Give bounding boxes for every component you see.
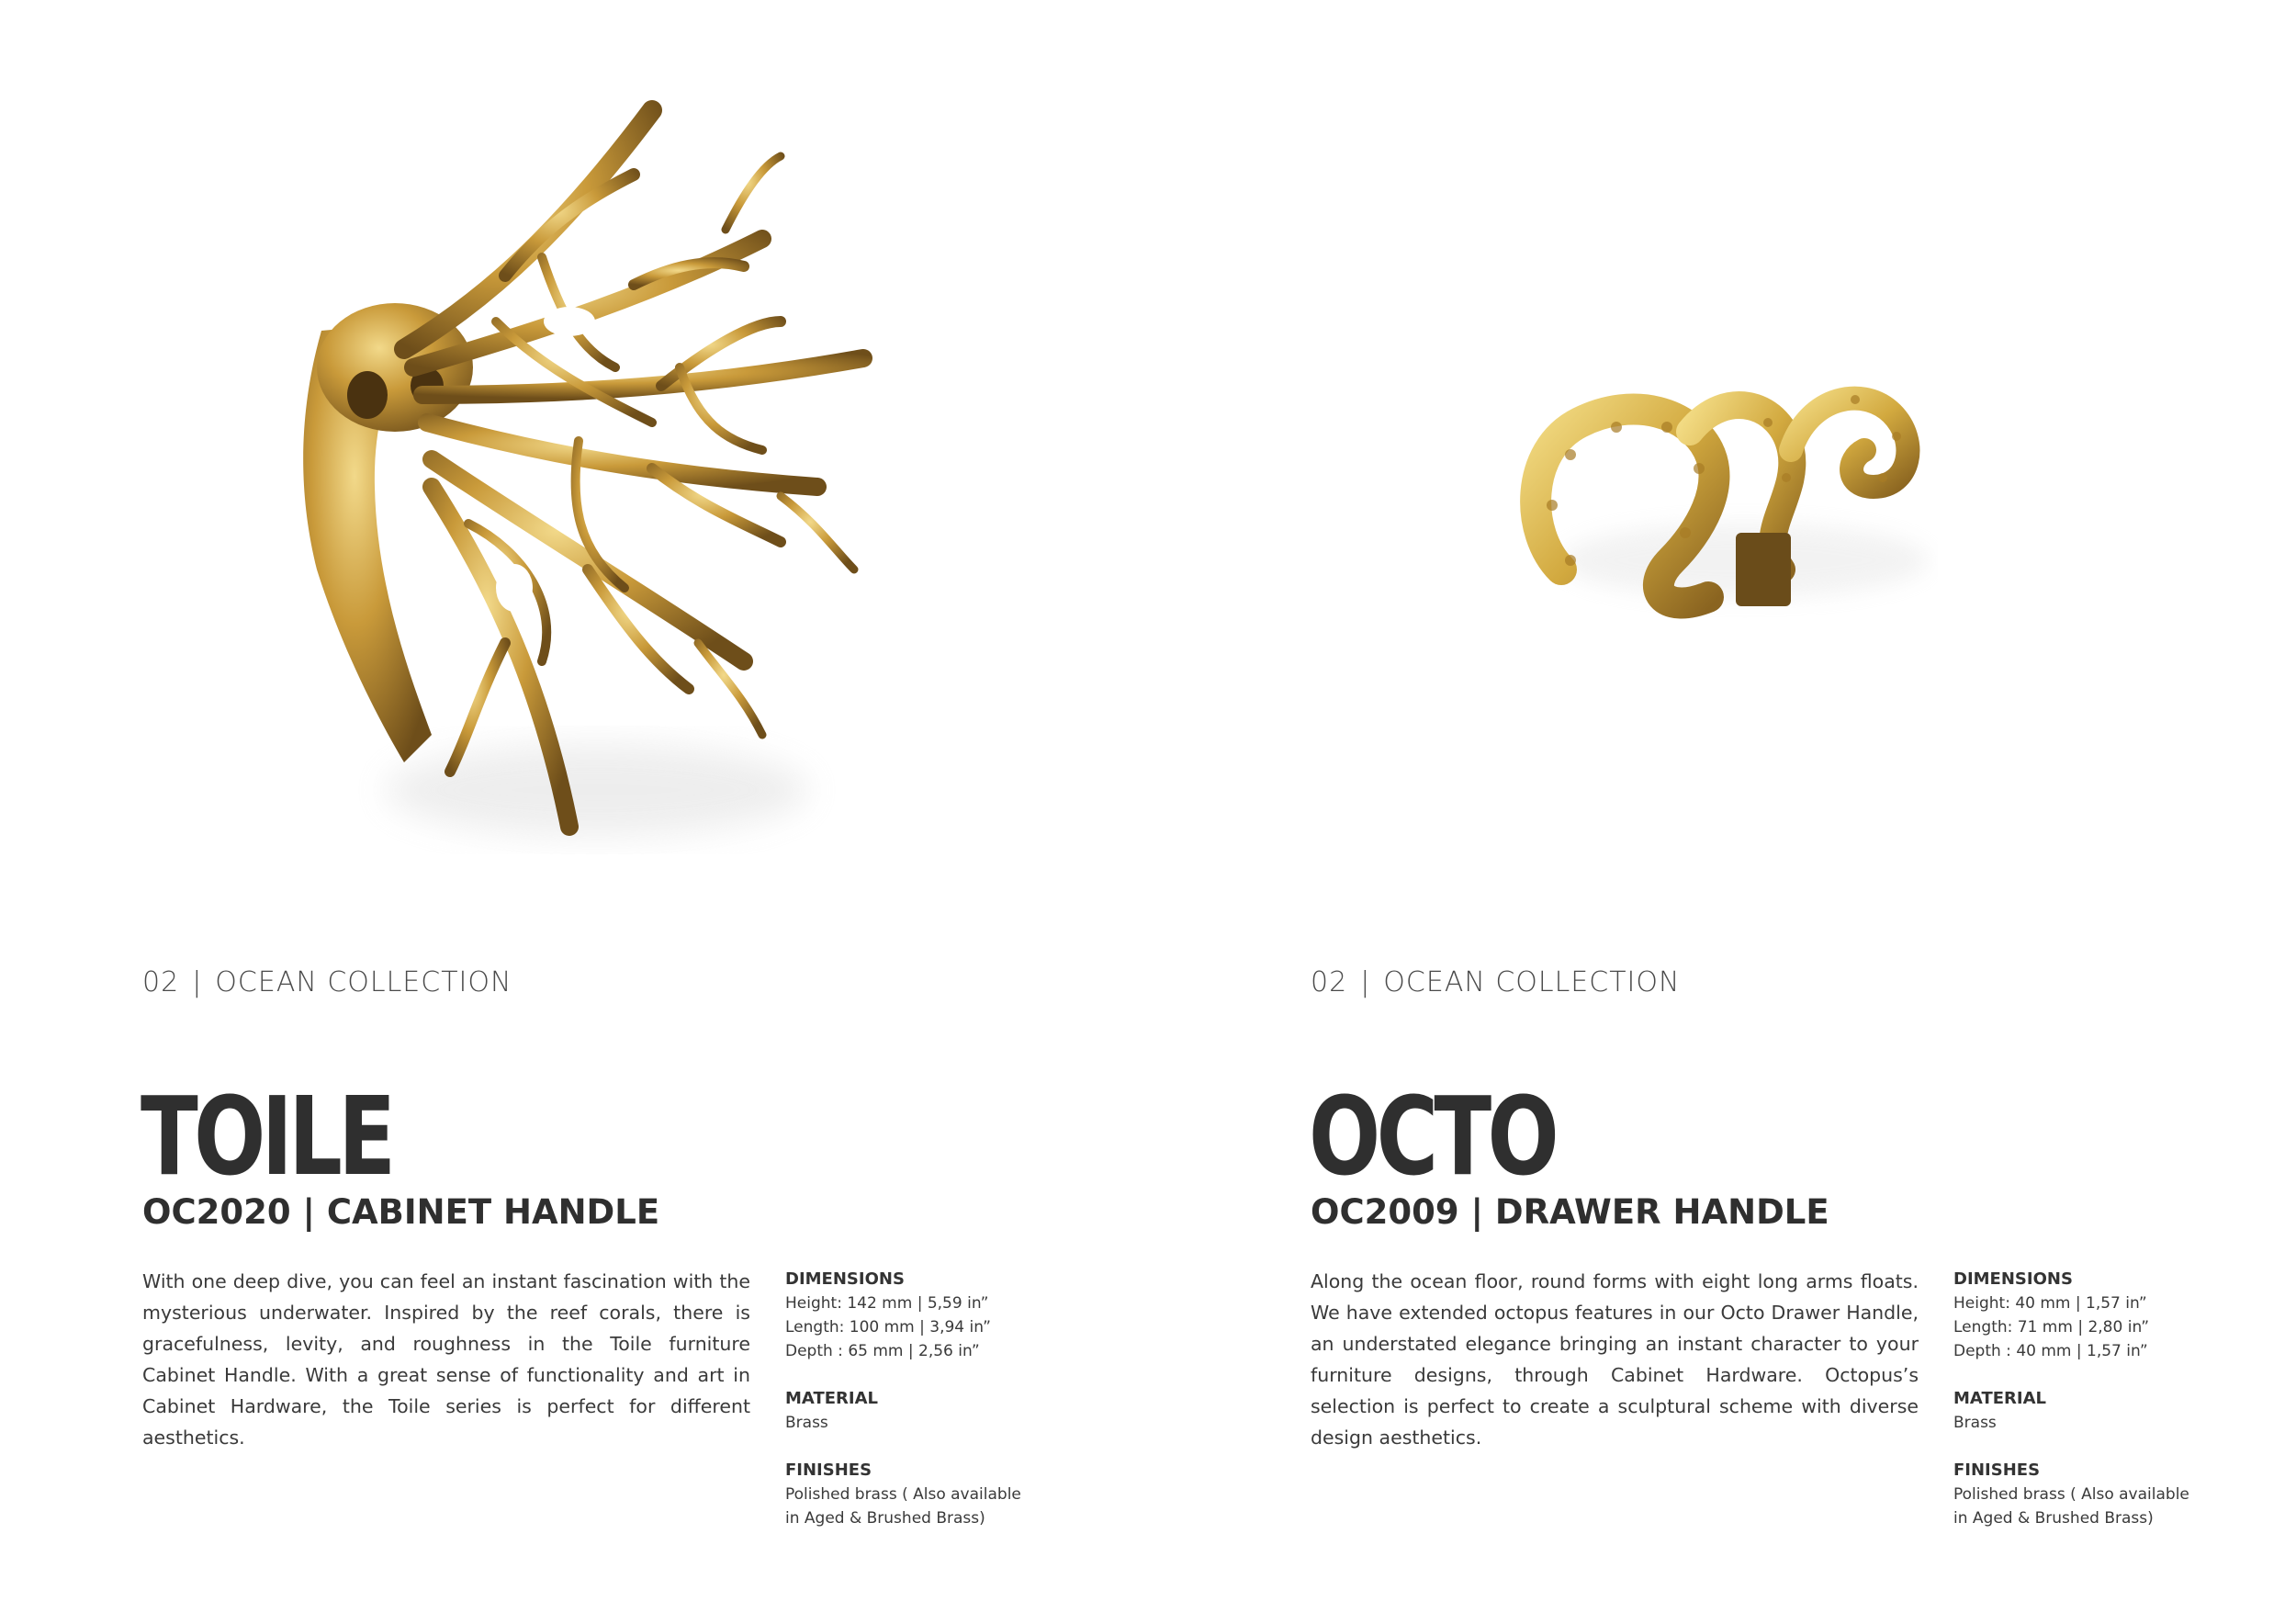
dimension-length: Length: 71 mm | 2,80 in” xyxy=(1953,1318,2150,1336)
dimension-length: Length: 100 mm | 3,94 in” xyxy=(785,1318,991,1336)
coral-cabinet-handle-image xyxy=(266,92,964,964)
collection-separator: | xyxy=(1360,966,1371,998)
dimensions-block xyxy=(785,1268,1052,1363)
collection-label xyxy=(142,966,512,998)
product-specs xyxy=(1953,1268,2220,1554)
collection-name: OCEAN COLLECTION xyxy=(1383,966,1681,998)
collection-name: OCEAN COLLECTION xyxy=(215,966,512,998)
dimensions-heading: DIMENSIONS xyxy=(785,1269,905,1289)
product-description: With one deep dive, you can feel an instant fascination with the mysterious underwater. Inspired by the reef corals, there is gracefulness, levity, and roughness in the Toile furniture Cabinet Handle. With a great sense of functionality and art in Cabinet Hardware, the Toile series is perfect for different aesthetics. xyxy=(142,1270,750,1449)
material-value: Brass xyxy=(785,1414,828,1432)
product-name: TOILE xyxy=(141,1073,392,1200)
finishes-block xyxy=(1953,1459,2220,1530)
collection-separator: | xyxy=(192,966,203,998)
finishes-line-2: in Aged & Brushed Brass) xyxy=(1953,1509,2154,1528)
product-specs xyxy=(785,1268,1052,1554)
dimension-height: Height: 40 mm | 1,57 in” xyxy=(1953,1294,2147,1313)
material-value: Brass xyxy=(1953,1414,1997,1432)
product-panel-octo xyxy=(1148,0,2296,1624)
finishes-line-1: Polished brass ( Also available xyxy=(785,1485,1021,1504)
product-description: Along the ocean floor, round forms with eight long arms floats. We have extended octopus features in our Octo Drawer Handle, an understated elegance bringing an instant character to your furniture designs, through Cabinet Hardware. Octopus’s selection is perfect to create a sculptural scheme with diverse design aesthetics. xyxy=(1311,1270,1919,1449)
finishes-heading: FINISHES xyxy=(785,1460,872,1480)
product-name: OCTO xyxy=(1309,1073,1556,1200)
dimension-depth: Depth : 65 mm | 2,56 in” xyxy=(785,1342,980,1360)
finishes-line-2: in Aged & Brushed Brass) xyxy=(785,1509,985,1528)
collection-label xyxy=(1311,966,1680,998)
collection-number: 02 xyxy=(142,966,180,998)
product-code-type: OC2009 | DRAWER HANDLE xyxy=(1311,1192,1829,1232)
material-block xyxy=(1953,1387,2220,1435)
octopus-tentacle-icon xyxy=(1506,349,1938,661)
product-code-type: OC2020 | CABINET HANDLE xyxy=(142,1192,660,1232)
finishes-block xyxy=(785,1459,1052,1530)
dimensions-block xyxy=(1953,1268,2220,1363)
coral-icon xyxy=(266,92,964,964)
material-heading: MATERIAL xyxy=(1953,1389,2046,1408)
collection-number: 02 xyxy=(1311,966,1348,998)
finishes-heading: FINISHES xyxy=(1953,1460,2041,1480)
material-heading: MATERIAL xyxy=(785,1389,878,1408)
octopus-drawer-handle-image xyxy=(1506,349,1938,661)
dimension-depth: Depth : 40 mm | 1,57 in” xyxy=(1953,1342,2148,1360)
finishes-line-1: Polished brass ( Also available xyxy=(1953,1485,2189,1504)
dimensions-heading: DIMENSIONS xyxy=(1953,1269,2073,1289)
dimension-height: Height: 142 mm | 5,59 in” xyxy=(785,1294,989,1313)
material-block xyxy=(785,1387,1052,1435)
